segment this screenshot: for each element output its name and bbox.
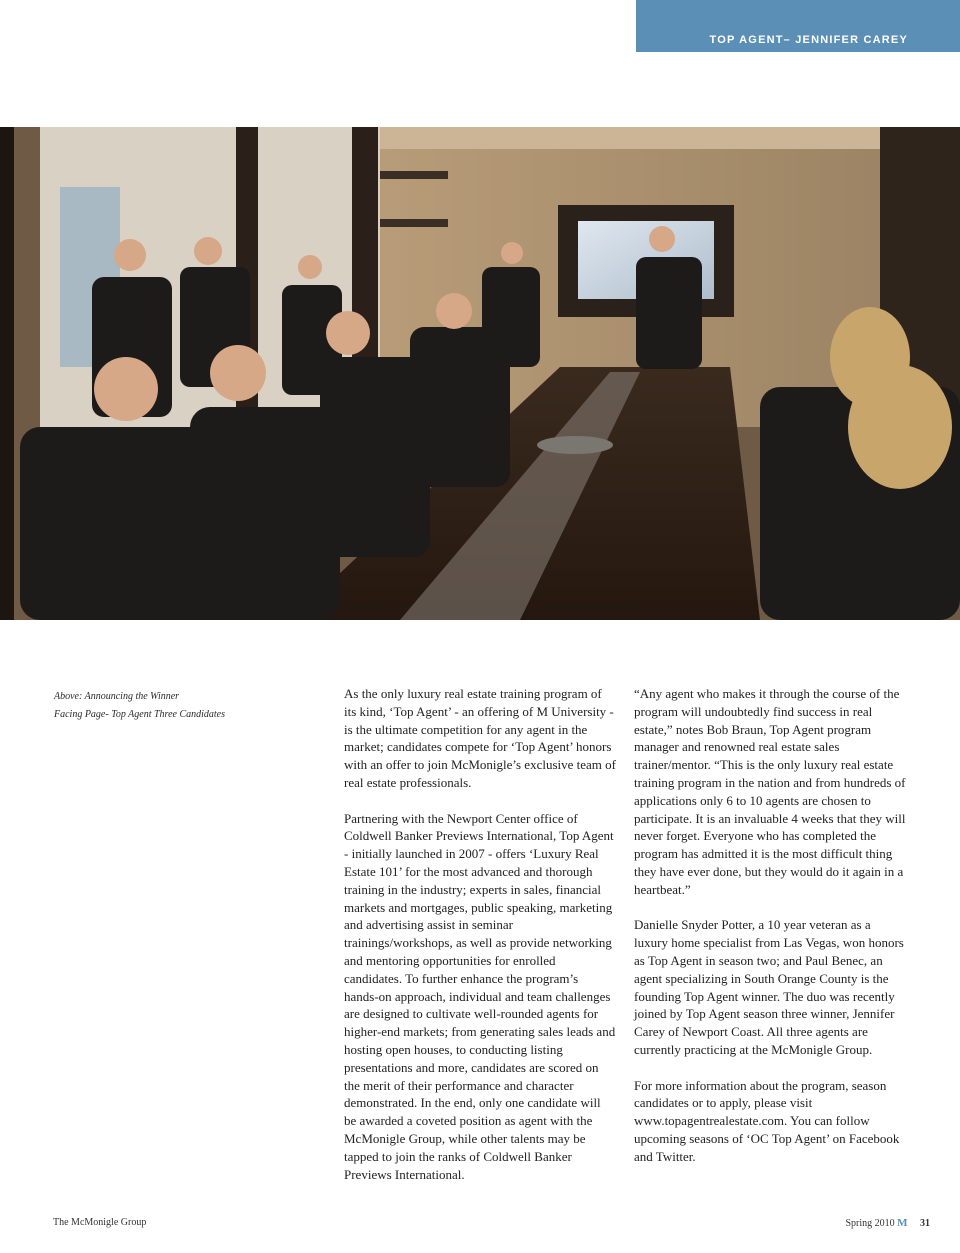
paragraph: For more information about the program, season candidates or to apply, please visit www.topagentrealestate.com. You can follow upcoming seasons of ‘OC Top Agent’ on Facebook and Twitter. — [634, 1077, 900, 1164]
brand-mark: M — [897, 1217, 908, 1229]
paragraph: Danielle Snyder Potter, a 10 year veteran as a luxury home specialist from Las Vegas, won honors as Top Agent in season two; and Paul Benec, an agent specializing in South Orange County is the founding Top Agent winner. The duo was recently joined by Top Agent season three winner, Jennifer Carey of Newport Coast. All three agents are currently practicing at the McMonigle Group. — [634, 917, 904, 1057]
issue-label: Spring 2010 — [845, 1218, 895, 1229]
footer-issue — [845, 1217, 930, 1229]
section-tab — [636, 0, 960, 52]
page-number: 31 — [920, 1218, 930, 1229]
section-label: TOP AGENT– JENNIFER CAREY — [709, 34, 908, 46]
paragraph: Partnering with the Newport Center office of Coldwell Banker Previews International, Top Agent - initially launched in 2007 - offers ‘Luxury Real Estate 101’ for the most advanced and thorough training in the industry; experts in sales, financial markets and mortgages, public speaking, marketing and advertising assist in seminar trainings/workshops, as well as provide networking and mentoring opportunities for enrolled candidates. To further enhance the program’s hands-on approach, individual and team challenges are designed to cultivate well-rounded agents for higher-end markets; from generating sales leads and hosting open houses, to conducting listing presentations and more, candidates are scored on the merit of their performance and character demonstrated. In the end, only one candidate will be awarded a coveted position as agent with the McMonigle Group, while other talents may be tapped to join the ranks of Coldwell Banker Previews International. — [344, 810, 616, 1182]
photo-captions — [54, 688, 314, 724]
footer-publisher: The McMonigle Group — [53, 1217, 147, 1228]
caption-facing-page: Facing Page- Top Agent Three Candidates — [54, 709, 226, 720]
paragraph: As the only luxury real estate training program of its kind, ‘Top Agent’ - an offering of M University - is the ultimate competition for any agent in the market; candidates compete for ‘Top Agent’ honors with an offer to join McMonigle’s exclusive team of real estate professionals. — [344, 686, 616, 790]
caption-above: Above: Announcing the Winner — [54, 691, 180, 702]
paragraph: “Any agent who makes it through the course of the program will undoubtedly find success in real estate,” notes Bob Braun, Top Agent program manager and renowned real estate sales trainer/mentor. “This is the only luxury real estate training program in the nation and from hundreds of applications only 6 to 10 agents are chosen to participate. It is an invaluable 4 weeks that they will never forget. Everyone who has completed the program has admitted it is the most difficult thing they have ever done, but they would do it again in a heartbeat.” — [634, 686, 906, 897]
article-column-1 — [344, 685, 616, 1201]
article-column-2 — [634, 685, 906, 1183]
conference-room-photo — [0, 127, 960, 620]
